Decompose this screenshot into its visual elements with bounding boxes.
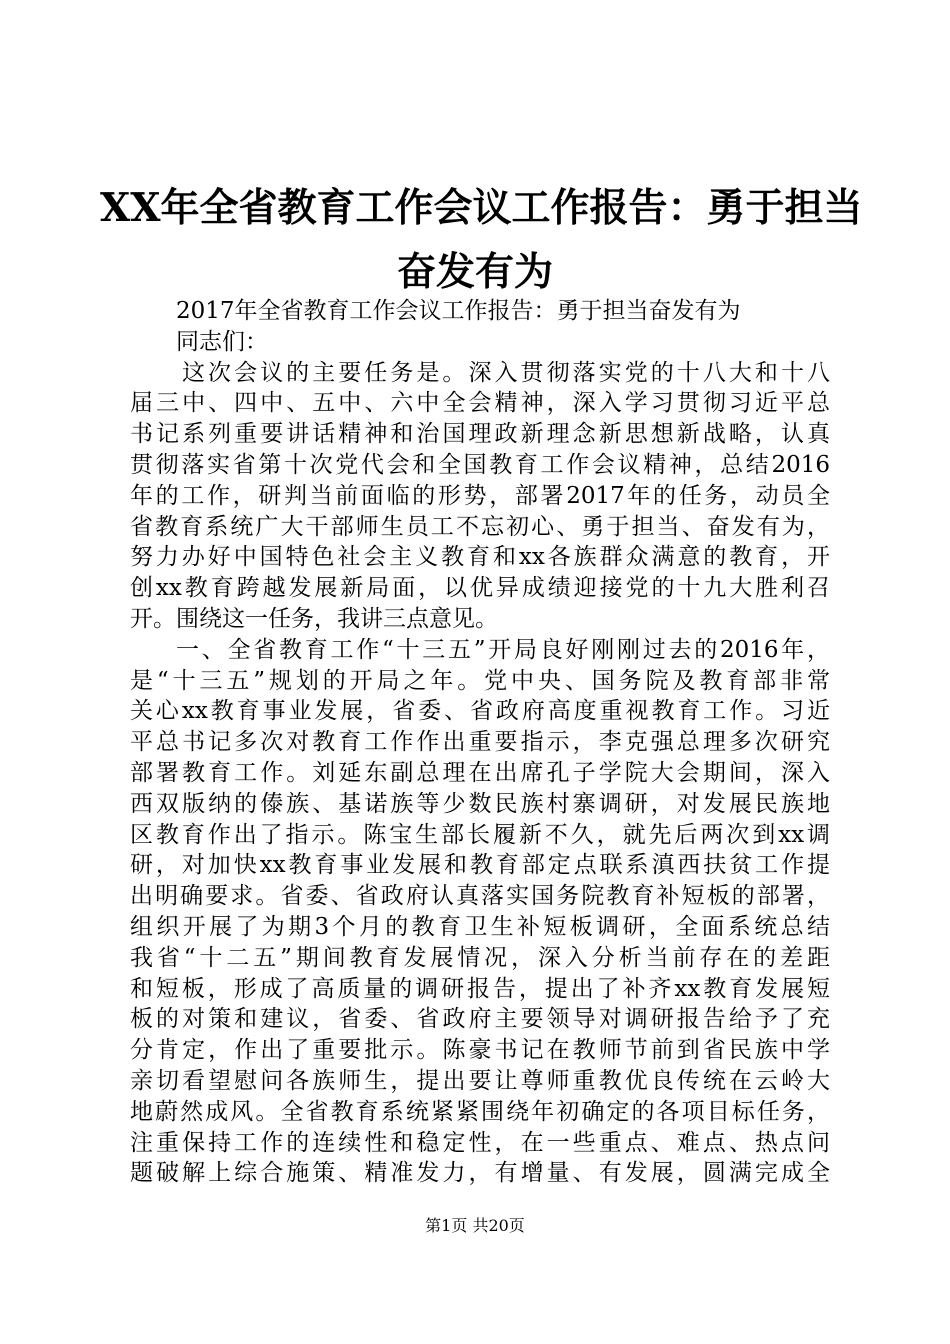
body-line: 注重保持工作的连续性和稳定性，在一些重点、难点、热点问	[130, 1129, 830, 1156]
body-line: 平总书记多次对教育工作作出重要指示，李克强总理多次研究	[130, 729, 830, 756]
document-title-line-1: XX年全省教育工作会议工作报告：勇于担当	[100, 185, 863, 231]
body-line: 题破解上综合施策、精准发力，有增量、有发展，圆满完成全	[130, 1160, 830, 1187]
body-line: 区教育作出了指示。陈宝生部长履新不久，就先后两次到xx调	[130, 821, 830, 848]
body-line: 和短板，形成了高质量的调研报告，提出了补齐xx教育发展短	[130, 975, 830, 1002]
body-line: 一、全省教育工作“十三五”开局良好刚刚过去的2016年，	[176, 636, 830, 663]
body-line: 年的工作，研判当前面临的形势，部署2017年的任务，动员全	[130, 482, 830, 509]
body-line: 地蔚然成风。全省教育系统紧紧围绕年初确定的各项目标任务，	[130, 1098, 830, 1125]
body-line: 是“十三五”规划的开局之年。党中央、国务院及教育部非常	[130, 667, 830, 694]
body-line: 省教育系统广大干部师生员工不忘初心、勇于担当、奋发有为，	[130, 513, 830, 540]
page-number-footer: 第1页 共20页	[425, 1216, 525, 1235]
body-line: 研，对加快xx教育事业发展和教育部定点联系滇西扶贫工作提	[130, 852, 830, 879]
body-line: 届三中、四中、五中、六中全会精神，深入学习贯彻习近平总	[130, 390, 830, 417]
salutation-line: 同志们：	[176, 328, 268, 355]
body-line: 这次会议的主要任务是。深入贯彻落实党的十八大和十八	[182, 359, 830, 386]
body-line: 我省“十二五”期间教育发展情况，深入分析当前存在的差距	[130, 944, 830, 971]
body-line: 亲切看望慰问各族师生，提出要让尊师重教优良传统在云岭大	[130, 1067, 830, 1094]
body-line: 板的对策和建议，省委、省政府主要领导对调研报告给予了充	[130, 1006, 830, 1033]
document-body	[130, 296, 830, 1189]
body-line: 开。围绕这一任务，我讲三点意见。	[130, 605, 498, 632]
body-line: 部署教育工作。刘延东副总理在出席孔子学院大会期间，深入	[130, 759, 830, 786]
body-line: 西双版纳的傣族、基诺族等少数民族村寨调研，对发展民族地	[130, 790, 830, 817]
body-line: 贯彻落实省第十次党代会和全国教育工作会议精神，总结2016	[130, 451, 830, 478]
body-line: 关心xx教育事业发展，省委、省政府高度重视教育工作。习近	[130, 698, 830, 725]
body-line: 分肯定，作出了重要批示。陈豪书记在教师节前到省民族中学	[130, 1037, 830, 1064]
body-line: 书记系列重要讲话精神和治国理政新理念新思想新战略，认真	[130, 421, 830, 448]
body-line: 努力办好中国特色社会主义教育和xx各族群众满意的教育，开	[130, 544, 830, 571]
body-line: 出明确要求。省委、省政府认真落实国务院教育补短板的部署，	[130, 883, 830, 910]
body-line: 创xx教育跨越发展新局面，以优异成绩迎接党的十九大胜利召	[130, 575, 830, 602]
document-title-line-2: 奋发有为	[396, 249, 553, 295]
subtitle-line: 2017年全省教育工作会议工作报告：勇于担当奋发有为	[176, 298, 741, 324]
body-line: 组织开展了为期3个月的教育卫生补短板调研，全面系统总结	[130, 913, 830, 940]
